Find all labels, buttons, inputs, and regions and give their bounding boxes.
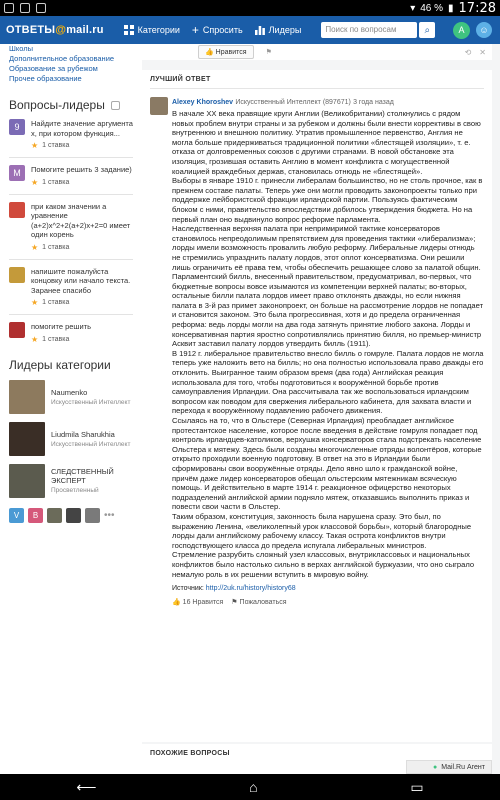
wifi-icon: ▾ [410,2,416,14]
avatar[interactable] [9,380,45,414]
question-thumb: 9 [9,119,25,135]
answer-source: Источник: http://2uk.ru/history/history68 [172,585,296,593]
site-logo[interactable]: ОТВЕТЫ@mail.ru [6,24,104,36]
category-links [9,44,142,84]
leader-question[interactable]: 9 Найдите значение аргумента x, при котором функция... ★ 1 ставка [9,119,142,150]
question-action-bar [142,44,492,60]
leaders-button[interactable]: Лидеры [255,25,302,35]
complain-icon[interactable]: ⚑ [265,49,272,56]
star-icon: ★ [31,242,39,252]
star-icon: ★ [31,141,39,150]
question-thumb [9,322,25,338]
category-leaders-heading: Лидеры категории [9,357,111,372]
badge-v[interactable]: V [9,508,24,523]
leaders-heading: Вопросы-лидеры [9,98,142,112]
sidebar-link[interactable]: Образование за рубежом [9,64,98,73]
android-nav-bar [0,774,500,800]
author-name[interactable]: Alexey Khoroshev [172,99,234,106]
answer-time: 3 года назад [353,99,394,106]
battery-text: 46 % [420,2,444,14]
avatar[interactable] [9,464,45,498]
question-thumb: М [9,165,25,181]
ask-button[interactable]: + Спросить [191,23,243,37]
leader-question[interactable]: помогите решить ★ 1 ставка [9,322,142,344]
badge-b[interactable]: В [28,508,43,523]
grid-icon [124,25,134,35]
clock: 17:28 [458,0,496,16]
like-count[interactable]: 👍 16 Нравится [172,599,224,607]
avatar[interactable] [9,422,45,456]
sidebar-link[interactable]: Прочее образование [9,74,82,83]
share-icon[interactable]: ⟲ [464,47,472,57]
agent-icon: ● [433,763,438,771]
question-thumb [9,202,25,218]
search-icon: ⌕ [424,24,431,36]
star-icon: ★ [31,334,39,344]
avatar[interactable] [66,508,81,523]
question-text[interactable]: Найдите значение аргумента x, при котором функция... [31,119,133,138]
more-icon[interactable]: ✕ [479,47,486,57]
avatar[interactable] [85,508,100,523]
similar-questions: ПОХОЖИЕ ВОПРОСЫ [142,744,492,774]
android-status-bar [0,0,500,16]
divider [9,259,133,260]
leader-question[interactable]: М Помогите решить 3 задание) ★ 1 ставка [9,165,142,187]
avatar[interactable] [47,508,62,523]
categories-button[interactable]: Категории [124,25,180,35]
divider [9,157,133,158]
recents-icon[interactable]: ▭ [410,778,424,795]
avatar[interactable] [150,97,168,115]
mail-icon [20,3,30,13]
phone-icon [36,3,46,13]
sidebar-link[interactable]: Дополнительное образование [9,54,115,63]
best-answer-title: ЛУЧШИЙ ОТВЕТ [150,76,484,89]
mail-agent-button[interactable]: ● Mail.Ru Агент [406,760,492,774]
complain-link[interactable]: ⚑ Пожаловаться [231,599,287,607]
leader-question[interactable]: при каком значении a уравнение (a+2)x^2+2(a+2)x+2=0 имеет один корень ★ 1 ставка [9,202,142,252]
category-leader[interactable]: СЛЕДСТВЕННЫЙ ЭКСПЕРТ Просветленный [9,464,142,498]
author-rank: Искусственный Интеллект (897671) [235,99,351,106]
top-navigation [0,16,500,44]
screen-icon [4,3,14,13]
home-icon[interactable]: ⌂ [249,779,258,795]
checkbox-icon[interactable] [111,101,120,110]
source-link[interactable]: http://2uk.ru/history/history68 [205,585,296,593]
chart-icon [255,25,265,35]
leader-question[interactable]: напишите пожалуйста концовку или начало текста. Заранее спасибо ★ 1 ставка [9,267,142,308]
user-menu-icon[interactable]: ☺ [476,22,492,38]
category-leader[interactable]: Naumenko Искусственный Интеллект [9,380,142,414]
question-text[interactable]: напишите пожалуйста концовку или начало текста. Заранее спасибо [31,266,131,295]
question-text[interactable]: Помогите решить 3 задание) [31,165,132,174]
search-button[interactable] [419,22,435,38]
star-icon: ★ [31,298,39,307]
user-avatar[interactable]: A [453,22,470,39]
battery-icon: ▮ [448,2,454,14]
star-icon: ★ [31,177,39,187]
question-thumb [9,267,25,283]
answer-actions [172,598,484,606]
more-icon[interactable]: ••• [104,509,115,521]
divider [9,194,133,195]
sidebar-link[interactable]: Школы [9,44,34,53]
category-leader[interactable]: Liudmila Sharukhia Искусственный Интеллект [9,422,142,456]
question-text[interactable]: помогите решить [31,322,91,331]
plus-icon: + [191,23,199,37]
answer-text: В начале XX века правящие круги Англии (Великобритании) столкнулись с рядом новых проблем внутри страны и за рубежом и должны были внести коррективы в свою внутреннюю и внешнюю политику. Утратив промышленное первенство, Англия не могла больше придерживаться традиционной политики «блестящей изоляции», т. е. отказа от долговременных союзов с другими странами. В новой обстановке эта изоляция, грозившая оставить Англию в момент конфликта с могущественной коалицией враждебных держав, становилась отнюдь не «блестящей». Выборы в январе 1910 г. принесли либералам большинство, но не столь прочное, как в прежнем составе палаты. Теперь уже они могли проводить законопроекты только при поддержке лейбористской фракции ирландской партии. Пользуясь фактическим блоком с ними, правительство впоследствии добилось утверждения бюджета. Но на первый план оно выдвинуло вопрос реформе парламента. Наследственная верхняя палата при непримиримой тактике консерваторов становилось непреодолимым препятствием для проведения тактики «либерализма»; лорды имели возможность провалить любую реформу. Либеральные лидеры отнюдь не стремились упразднить палату лордов, этот оплот консерватизма. Они решили лишь ограничить её права тем, чтобы обеспечить решающее слово за палатой общин. Парламентский билль, внесенный правительством, предусматривал, во-первых, что бюджетные вопросы вовсе изымаются из компетенции верхней палаты; во-вторых, остальные билли палата лордов имеет право отклонять дважды, но если нижняя палата в 3-й раз примет законопроект, он больше на рассмотрение лордов не попадает и становится законом. Это была прогрессивная, хотя и до предела ограниченная реформа: ведь лорды могли на два года затянуть принятие любого закона. Лорды и консервативная партия яростно сопротивлялись принятию билля, но премьер-министр Асквит заставил палату лордов утвердить билль (1911). В 1912 г. либеральное правительство внесло билль о гомруле. Палата лордов не могла теперь уже наложить вето на билль; но она полностью использовала право дважды его отклонить. Выигранное таким образом время (два года) Английская реакция использовала для того, чтобы подготовиться к вооружённой борьбе против самоуправления Ирландии. Она рассчитывала так же воспользоваться ирландским вопросом как поводом для свержения либерального кабинета, для захвата власти и перехода к вооружённому подавлению рабочего движения. Ссылаясь на то, что в Ольстере (Северная Ирландия) преобладает английское протестантское население, которое после введения в действие гомруля попадает под контроль ирландцев-католиков, верхушка консерваторов стала подстрекать население Ольстера к мятежу. Здесь были созданы многочисленные отряды волонтёров, которые открыто проходили военную подготовку. В ответ на это в Ирландии были сформированы свои вооружённые отряды. Дело явно шло к гражданской войне, причём даже лидер консерваторов обещал ольстерским мятежникам всяческую помощь. И действительно в марте 1914 г. реакционное офицерство некоторых подразделений английской армии подняло мятеж, отказавшись выполнить приказ и повести свои части в Ольстер. Таким образом, конституция, законность была нарушена сразу. Это был, по выражению Ленина, «великолепный урок классовой борьбы», который благородные лорды дали английскому рабочему классу. Такая острота конфликтов внутри господствующего класса до предела испугала либеральных министров. Стремление разрубить сложный узел классовых, внутриклассовых и национальных конфликтов было настолько сильно в верхах английской буржуазии, что оно сыграло немалую роль в их решении вступить в мировую войну. [172,109,484,579]
best-answer-card [142,70,492,742]
like-button[interactable]: 👍 Нравится [198,45,254,59]
sidebar [0,44,142,774]
back-icon[interactable]: ⟵ [76,778,97,795]
search-input[interactable]: Поиск по вопросам [321,22,417,38]
user-badges [9,508,142,523]
divider [9,314,133,315]
question-text[interactable]: при каком значении a уравнение (a+2)x^2+2(a+2)x+2=0 имеет один корень [31,201,131,239]
main-content [142,44,500,774]
